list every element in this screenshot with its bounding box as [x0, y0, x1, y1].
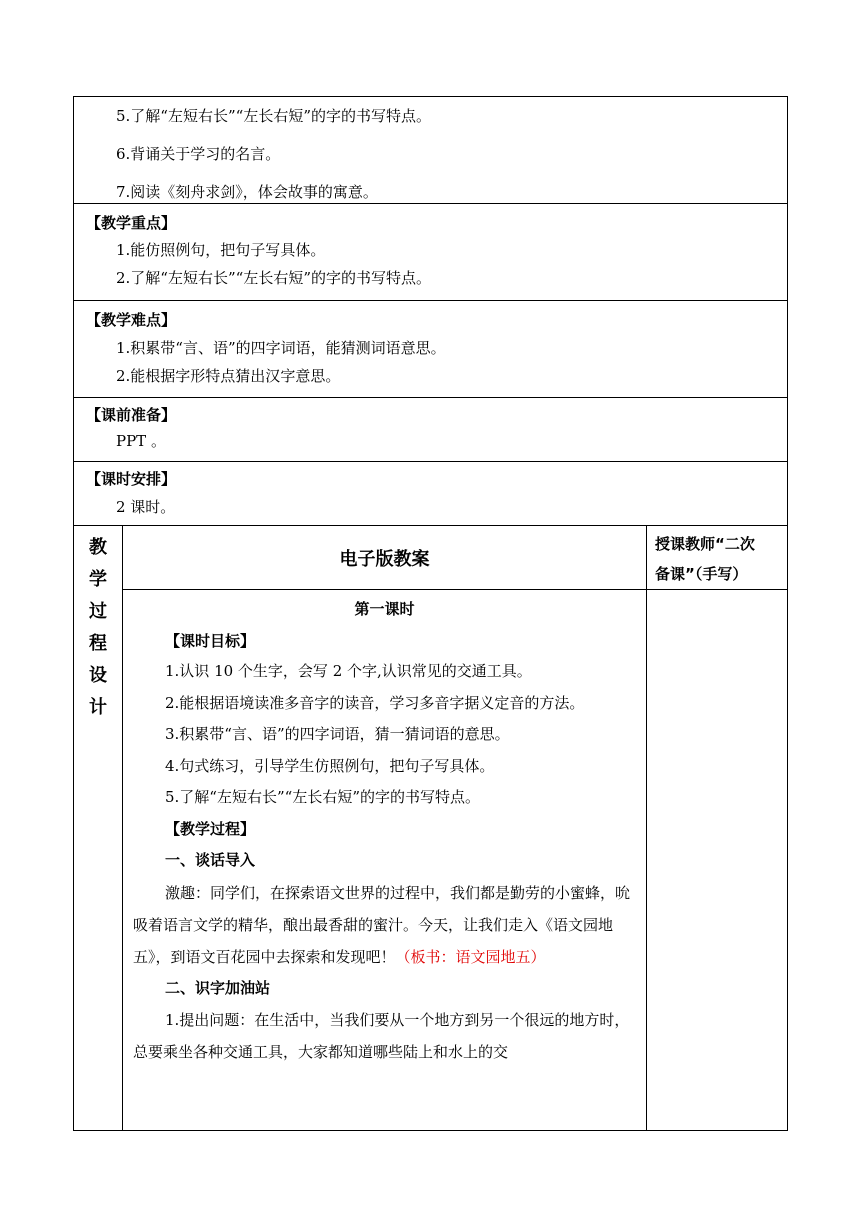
objective-item-6: 6.背诵关于学习的名言。 — [116, 145, 281, 163]
electronic-plan-header-cell — [123, 526, 647, 590]
goal-item: 1.认识 10 个生字，会写 2 个字,认识常见的交通工具。 — [165, 662, 532, 680]
process-label-char: 设 — [89, 665, 107, 686]
preparation-heading: 【课前准备】 — [86, 406, 177, 424]
part1-paragraph — [123, 877, 646, 973]
key-point-item: 2.了解“左短右长”“左长右短”的字的书写特点。 — [116, 269, 431, 287]
teacher-notes-header-line1: 授课教师“二次 — [655, 535, 755, 553]
part1-text: 激趣：同学们，在探索语文世界的过程中，我们都是勤劳的小蜜蜂，吮吸着语言文学的精华，酿出最香甜的蜜汁。今天，让我们走入《语文园地五》，到语文百花园中去探索和发现吧！ — [133, 883, 631, 966]
goal-item: 5.了解“左短右长”“左长右短”的字的书写特点。 — [165, 788, 480, 806]
preparation-row — [74, 398, 788, 462]
goal-item: 2.能根据语境读准多音字的读音，学习多音字据义定音的方法。 — [165, 693, 585, 712]
lesson-title: 第一课时 — [354, 600, 415, 618]
difficult-points-heading: 【教学难点】 — [86, 311, 177, 329]
schedule-cell — [74, 462, 788, 526]
objective-item-5: 5.了解“左短右长”“左长右短”的字的书写特点。 — [116, 107, 431, 125]
electronic-plan-header: 电子版教案 — [339, 548, 430, 570]
objective-item-7: 7.阅读《刻舟求剑》，体会故事的寓意。 — [116, 183, 378, 201]
blackboard-note: （板书：语文园地五） — [395, 947, 546, 966]
preparation-cell — [74, 398, 788, 462]
key-points-heading: 【教学重点】 — [86, 214, 177, 232]
difficult-point-item: 1.积累带“言、语”的四字词语，能猜测词语意思。 — [116, 339, 446, 357]
goals-heading: 【课时目标】 — [165, 632, 256, 650]
teacher-notes-cell — [647, 590, 788, 1131]
process-label-char: 教 — [89, 537, 107, 558]
process-label-char: 程 — [89, 633, 107, 654]
lesson-plan-table — [73, 96, 788, 1131]
difficult-points-row — [74, 301, 788, 398]
objectives-cell — [74, 97, 788, 204]
preparation-text: PPT 。 — [116, 432, 166, 450]
schedule-text: 2 课时。 — [116, 498, 176, 516]
process-heading: 【教学过程】 — [165, 819, 256, 838]
teacher-notes-header-line2: 备课”（手写） — [655, 565, 748, 583]
key-point-item: 1.能仿照例句，把句子写具体。 — [116, 241, 326, 259]
goals-list — [123, 656, 646, 814]
process-label-char: 过 — [89, 601, 107, 622]
key-points-cell — [74, 204, 788, 301]
part2-heading: 二、识字加油站 — [165, 978, 271, 997]
objectives-row — [74, 97, 788, 204]
difficult-point-item: 2.能根据字形特点猜出汉字意思。 — [116, 367, 341, 385]
process-content-row — [74, 590, 788, 1131]
schedule-heading: 【课时安排】 — [86, 470, 177, 488]
process-label-char: 学 — [89, 569, 107, 590]
part2-paragraph: 1.提出问题：在生活中，当我们要从一个地方到另一个很远的地方时，总要乘坐各种交通工具，大家都知道哪些陆上和水上的交 — [133, 1011, 630, 1061]
key-points-row — [74, 204, 788, 301]
goal-item: 3.积累带“言、语”的四字词语，猜一猜词语的意思。 — [165, 725, 510, 743]
difficult-points-cell — [74, 301, 788, 398]
part1-heading: 一、谈话导入 — [165, 851, 256, 869]
process-header-row — [74, 526, 788, 590]
lesson-content-cell — [123, 590, 647, 1131]
process-label-char: 计 — [89, 697, 107, 718]
teacher-notes-header-cell — [647, 526, 788, 590]
process-design-label — [74, 526, 123, 1131]
schedule-row — [74, 462, 788, 526]
goal-item: 4.句式练习，引导学生仿照例句，把句子写具体。 — [165, 756, 495, 775]
